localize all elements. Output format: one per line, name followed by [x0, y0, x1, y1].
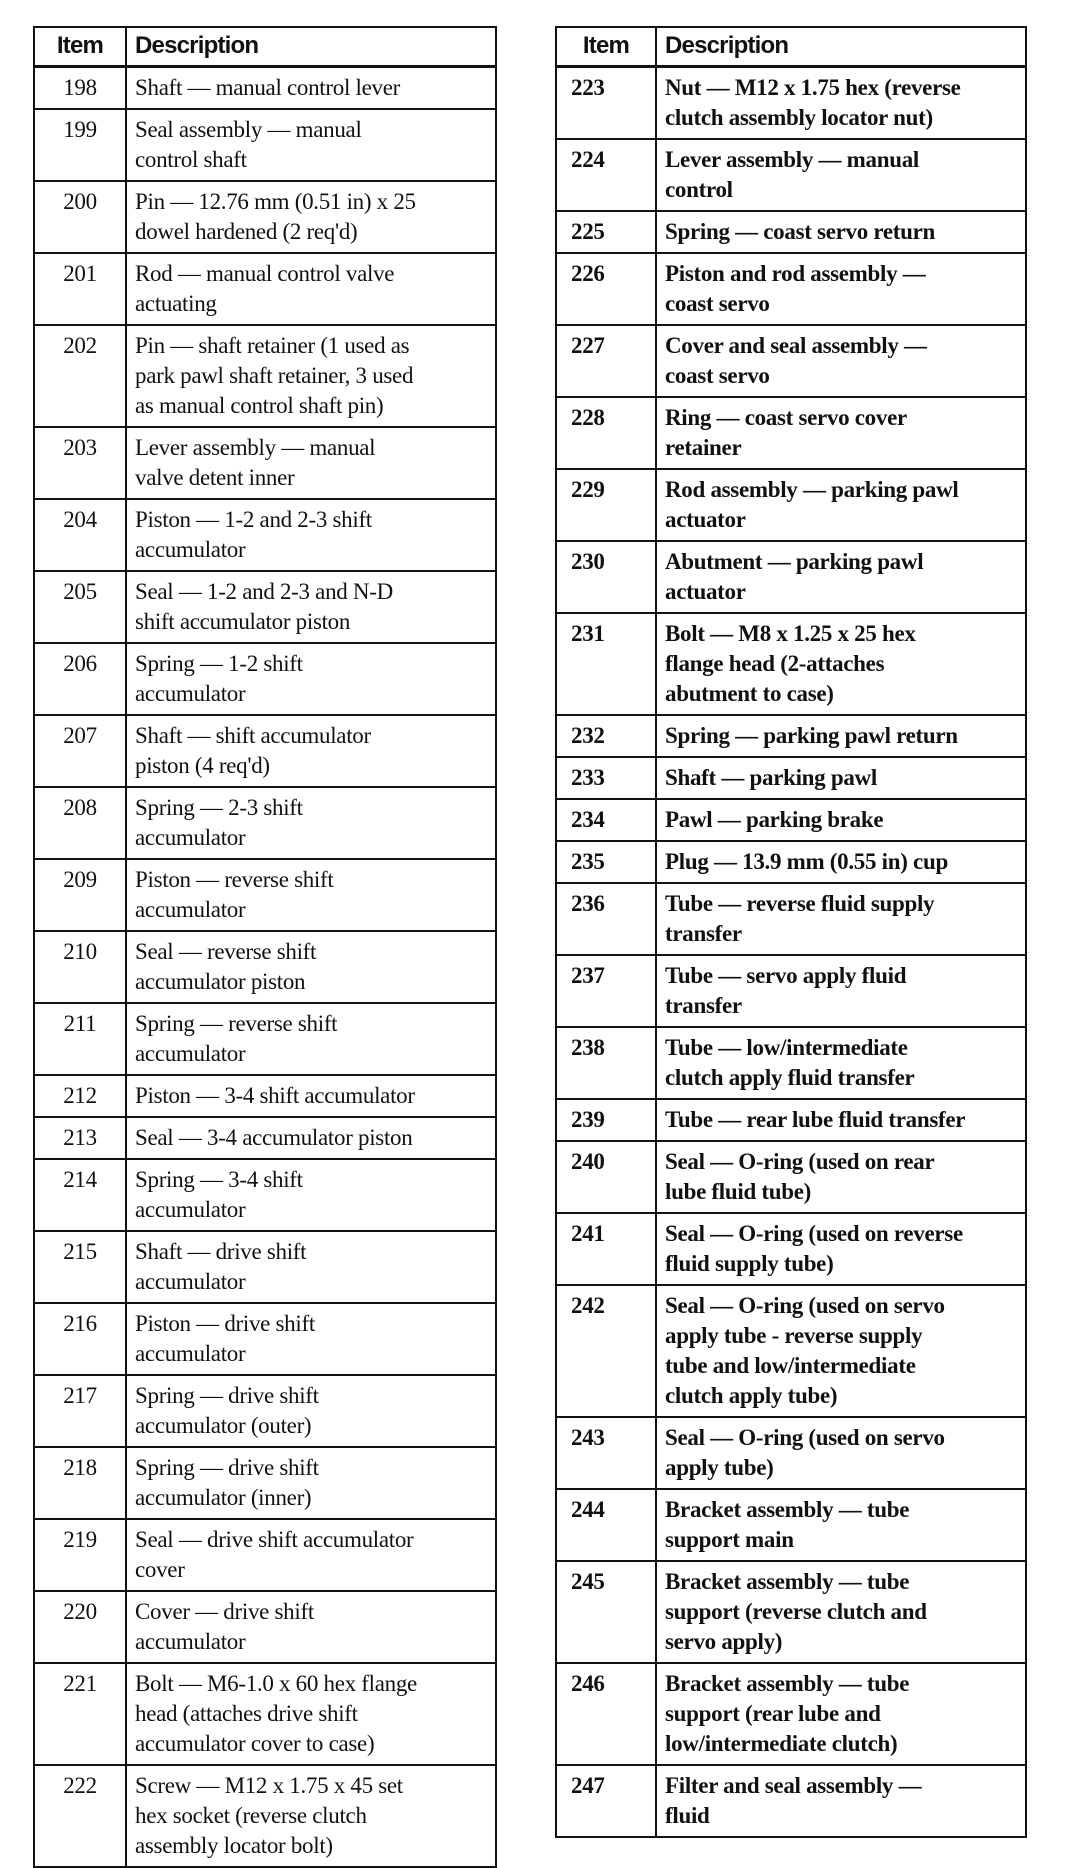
item-description: Seal — 3-4 accumulator piston — [126, 1117, 496, 1159]
item-column-header: Item — [34, 27, 126, 67]
item-number: 228 — [556, 397, 656, 469]
table-row — [556, 841, 1026, 883]
item-number: 212 — [34, 1075, 126, 1117]
item-description: Spring — 1-2 shift accumulator — [126, 643, 496, 715]
item-description: Piston — 3-4 shift accumulator — [126, 1075, 496, 1117]
item-number: 207 — [34, 715, 126, 787]
parts-table-right — [555, 26, 1027, 1838]
item-number: 247 — [556, 1765, 656, 1837]
item-number: 244 — [556, 1489, 656, 1561]
item-number: 215 — [34, 1231, 126, 1303]
item-description: Spring — drive shift accumulator (inner) — [126, 1447, 496, 1519]
table-row — [556, 1663, 1026, 1765]
table-row — [556, 469, 1026, 541]
table-row — [34, 1663, 496, 1765]
item-number: 219 — [34, 1519, 126, 1591]
table-row — [556, 613, 1026, 715]
table-row — [556, 1561, 1026, 1663]
item-number: 213 — [34, 1117, 126, 1159]
table-row — [556, 541, 1026, 613]
item-number: 226 — [556, 253, 656, 325]
item-number: 246 — [556, 1663, 656, 1765]
item-number: 214 — [34, 1159, 126, 1231]
table-row — [34, 1159, 496, 1231]
table-row — [556, 955, 1026, 1027]
item-description: Bracket assembly — tube support (reverse clutch and servo apply) — [656, 1561, 1026, 1663]
item-description: Shaft — drive shift accumulator — [126, 1231, 496, 1303]
table-row — [556, 1489, 1026, 1561]
item-description: Tube — low/intermediate clutch apply fluid transfer — [656, 1027, 1026, 1099]
parts-table-left — [33, 26, 497, 1868]
table-row — [556, 1765, 1026, 1837]
table-row — [34, 1003, 496, 1075]
table-row — [34, 787, 496, 859]
item-description: Cover — drive shift accumulator — [126, 1591, 496, 1663]
table-row — [34, 427, 496, 499]
item-number: 243 — [556, 1417, 656, 1489]
table-row — [556, 139, 1026, 211]
item-description: Bracket assembly — tube support (rear lube and low/intermediate clutch) — [656, 1663, 1026, 1765]
item-description: Ring — coast servo cover retainer — [656, 397, 1026, 469]
item-number: 238 — [556, 1027, 656, 1099]
item-number: 232 — [556, 715, 656, 757]
item-description: Shaft — shift accumulator piston (4 req'd) — [126, 715, 496, 787]
table-row — [556, 211, 1026, 253]
item-description: Bolt — M8 x 1.25 x 25 hex flange head (2-attaches abutment to case) — [656, 613, 1026, 715]
table-row — [556, 757, 1026, 799]
item-description: Pin — shaft retainer (1 used as park pawl shaft retainer, 3 used as manual control shaft pin) — [126, 325, 496, 427]
item-number: 229 — [556, 469, 656, 541]
item-number: 227 — [556, 325, 656, 397]
item-number: 211 — [34, 1003, 126, 1075]
item-number: 204 — [34, 499, 126, 571]
item-number: 242 — [556, 1285, 656, 1417]
item-number: 221 — [34, 1663, 126, 1765]
item-description: Abutment — parking pawl actuator — [656, 541, 1026, 613]
table-row — [34, 1117, 496, 1159]
item-description: Tube — servo apply fluid transfer — [656, 955, 1026, 1027]
table-row — [34, 643, 496, 715]
item-description: Tube — reverse fluid supply transfer — [656, 883, 1026, 955]
table-row — [556, 397, 1026, 469]
item-description: Lever assembly — manual valve detent inner — [126, 427, 496, 499]
item-description: Rod — manual control valve actuating — [126, 253, 496, 325]
table-row — [556, 1141, 1026, 1213]
item-description: Rod assembly — parking pawl actuator — [656, 469, 1026, 541]
item-description: Spring — drive shift accumulator (outer) — [126, 1375, 496, 1447]
item-description: Piston — 1-2 and 2-3 shift accumulator — [126, 499, 496, 571]
item-number: 220 — [34, 1591, 126, 1663]
item-description: Bolt — M6-1.0 x 60 hex flange head (attaches drive shift accumulator cover to case) — [126, 1663, 496, 1765]
table-row — [556, 1213, 1026, 1285]
item-number: 205 — [34, 571, 126, 643]
table-row — [34, 499, 496, 571]
item-number: 199 — [34, 109, 126, 181]
item-description: Plug — 13.9 mm (0.55 in) cup — [656, 841, 1026, 883]
table-row — [34, 1765, 496, 1867]
item-number: 201 — [34, 253, 126, 325]
item-number: 237 — [556, 955, 656, 1027]
item-description: Piston — drive shift accumulator — [126, 1303, 496, 1375]
item-number: 198 — [34, 67, 126, 110]
item-description: Seal — O-ring (used on servo apply tube) — [656, 1417, 1026, 1489]
item-number: 236 — [556, 883, 656, 955]
item-number: 239 — [556, 1099, 656, 1141]
table-row — [34, 1303, 496, 1375]
item-description: Shaft — parking pawl — [656, 757, 1026, 799]
table-row — [34, 571, 496, 643]
item-number: 224 — [556, 139, 656, 211]
item-description: Shaft — manual control lever — [126, 67, 496, 110]
table-row — [556, 1027, 1026, 1099]
item-description: Filter and seal assembly — fluid — [656, 1765, 1026, 1837]
item-description: Spring — 3-4 shift accumulator — [126, 1159, 496, 1231]
table-row — [556, 253, 1026, 325]
item-number: 202 — [34, 325, 126, 427]
table-row — [556, 1099, 1026, 1141]
item-description: Seal assembly — manual control shaft — [126, 109, 496, 181]
item-description: Seal — 1-2 and 2-3 and N-D shift accumulator piston — [126, 571, 496, 643]
item-number: 203 — [34, 427, 126, 499]
item-number: 234 — [556, 799, 656, 841]
table-row — [556, 799, 1026, 841]
table-row — [34, 1075, 496, 1117]
table-row — [34, 109, 496, 181]
item-number: 217 — [34, 1375, 126, 1447]
table-row — [556, 325, 1026, 397]
item-number: 223 — [556, 67, 656, 140]
item-number: 235 — [556, 841, 656, 883]
table-row — [34, 1591, 496, 1663]
description-column-header: Description — [126, 27, 496, 67]
table-row — [556, 67, 1026, 140]
item-description: Tube — rear lube fluid transfer — [656, 1099, 1026, 1141]
item-description: Spring — parking pawl return — [656, 715, 1026, 757]
item-description: Spring — reverse shift accumulator — [126, 1003, 496, 1075]
table-row — [556, 715, 1026, 757]
item-number: 222 — [34, 1765, 126, 1867]
item-description: Screw — M12 x 1.75 x 45 set hex socket (reverse clutch assembly locator bolt) — [126, 1765, 496, 1867]
item-number: 225 — [556, 211, 656, 253]
table-row — [34, 181, 496, 253]
item-description: Nut — M12 x 1.75 hex (reverse clutch assembly locator nut) — [656, 67, 1026, 140]
item-number: 241 — [556, 1213, 656, 1285]
table-row — [34, 67, 496, 110]
item-description: Seal — reverse shift accumulator piston — [126, 931, 496, 1003]
table-header-row — [556, 27, 1026, 67]
table-row — [556, 883, 1026, 955]
item-description: Bracket assembly — tube support main — [656, 1489, 1026, 1561]
item-description: Pin — 12.76 mm (0.51 in) x 25 dowel hardened (2 req'd) — [126, 181, 496, 253]
table-row — [34, 1447, 496, 1519]
table-row — [34, 253, 496, 325]
item-number: 200 — [34, 181, 126, 253]
item-number: 231 — [556, 613, 656, 715]
item-description: Pawl — parking brake — [656, 799, 1026, 841]
item-number: 245 — [556, 1561, 656, 1663]
item-number: 208 — [34, 787, 126, 859]
item-description: Seal — O-ring (used on rear lube fluid tube) — [656, 1141, 1026, 1213]
item-description: Seal — drive shift accumulator cover — [126, 1519, 496, 1591]
item-column-header: Item — [556, 27, 656, 67]
item-description: Seal — O-ring (used on servo apply tube - reverse supply tube and low/intermediate clutch apply tube) — [656, 1285, 1026, 1417]
table-row — [34, 859, 496, 931]
item-description: Piston and rod assembly — coast servo — [656, 253, 1026, 325]
table-row — [34, 325, 496, 427]
table-row — [34, 1375, 496, 1447]
item-description: Seal — O-ring (used on reverse fluid supply tube) — [656, 1213, 1026, 1285]
item-description: Cover and seal assembly — coast servo — [656, 325, 1026, 397]
description-column-header: Description — [656, 27, 1026, 67]
item-number: 218 — [34, 1447, 126, 1519]
item-number: 206 — [34, 643, 126, 715]
table-row — [34, 931, 496, 1003]
item-description: Piston — reverse shift accumulator — [126, 859, 496, 931]
item-number: 210 — [34, 931, 126, 1003]
item-number: 216 — [34, 1303, 126, 1375]
item-number: 209 — [34, 859, 126, 931]
table-row — [556, 1285, 1026, 1417]
table-row — [556, 1417, 1026, 1489]
item-number: 233 — [556, 757, 656, 799]
table-row — [34, 1519, 496, 1591]
table-row — [34, 715, 496, 787]
item-description: Spring — coast servo return — [656, 211, 1026, 253]
item-description: Spring — 2-3 shift accumulator — [126, 787, 496, 859]
item-description: Lever assembly — manual control — [656, 139, 1026, 211]
table-header-row — [34, 27, 496, 67]
item-number: 230 — [556, 541, 656, 613]
item-number: 240 — [556, 1141, 656, 1213]
table-row — [34, 1231, 496, 1303]
